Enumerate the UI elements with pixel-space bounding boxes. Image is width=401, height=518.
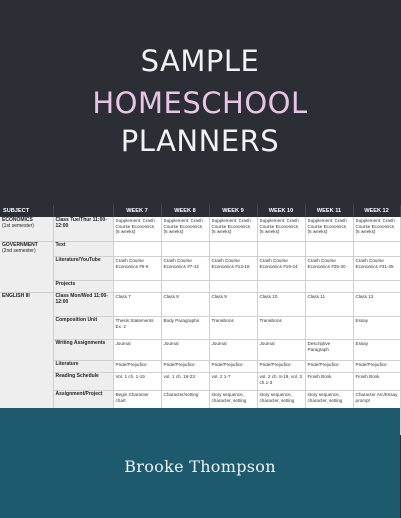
table-cell: Pride/Prejudice [161, 361, 209, 373]
table-cell: Pride/Prejudice [353, 361, 400, 373]
author-name: Brooke Thompson [124, 457, 276, 476]
table-cell [257, 242, 305, 257]
table-cell: Class 9 [209, 293, 257, 317]
table-row [0, 257, 400, 281]
table-cell [257, 281, 305, 293]
header-week-11: WEEK 11 [305, 205, 353, 217]
table-cell: Transitions [209, 317, 257, 340]
table-cell [161, 242, 209, 257]
header-subject: SUBJECT [0, 205, 53, 217]
table-cell: Pride/Prejudice [113, 361, 161, 373]
table-cell: Class 8 [161, 293, 209, 317]
table-cell: Character/setting [161, 391, 209, 411]
header-blank [53, 205, 113, 217]
header-week-8: WEEK 8 [161, 205, 209, 217]
header-week-9: WEEK 9 [209, 205, 257, 217]
table-row [0, 361, 400, 373]
table-cell: Crash Course Economics #25-30 [305, 257, 353, 281]
row-label: Reading Schedule [53, 373, 113, 391]
table-cell: Crash Course Economics #19-24 [257, 257, 305, 281]
table-cell: Essay [353, 317, 400, 340]
table-cell: Class 11 [305, 293, 353, 317]
header-week-10: WEEK 10 [257, 205, 305, 217]
row-label: Assignment/Project [53, 391, 113, 411]
table-cell: story sequence, character, setting [209, 391, 257, 411]
table-cell: Crash Course Economics #13-18 [209, 257, 257, 281]
title-line-1: SAMPLE [140, 44, 260, 78]
table-header-row [0, 205, 400, 217]
table-cell: Finish Book [305, 373, 353, 391]
planner-table [0, 205, 401, 435]
planner-sheet-preview [0, 205, 400, 408]
table-cell: Character Arc/Essay prompt [353, 391, 400, 411]
table-cell: Essay [353, 340, 400, 361]
table-row [0, 242, 400, 257]
table-cell: story sequence, character, setting [257, 391, 305, 411]
table-cell: Supplement: Crash Course Economics (6 weeks) [113, 217, 161, 242]
table-cell: Transitions [257, 317, 305, 340]
table-cell [209, 242, 257, 257]
table-cell: Class 12 [353, 293, 400, 317]
table-cell: Pride/Prejudice [257, 361, 305, 373]
table-cell: Supplement: Crash Course Economics (6 weeks) [257, 217, 305, 242]
table-cell: Thesis Statements Ex. 2 [113, 317, 161, 340]
table-row [0, 217, 400, 242]
row-label: Literature/YouTube [53, 257, 113, 281]
table-cell: Journal [161, 340, 209, 361]
table-cell [113, 281, 161, 293]
row-label: Class Mon/Wed 11:00-12:00 [53, 293, 113, 317]
table-cell: Supplement: Crash Course Economics (6 weeks) [161, 217, 209, 242]
table-cell: Class 7 [113, 293, 161, 317]
table-cell: Finish Book [353, 373, 400, 391]
cover-footer [0, 408, 400, 518]
table-cell: Pride/Prejudice [209, 361, 257, 373]
table-cell: vol. 2 1-7 [209, 373, 257, 391]
table-cell [353, 242, 400, 257]
title-line-3: PLANNERS [120, 124, 280, 158]
table-cell: Begin Character chart [113, 391, 161, 411]
table-cell: story sequence, character, setting [305, 391, 353, 411]
header-week-7: WEEK 7 [113, 205, 161, 217]
row-label: Literature [53, 361, 113, 373]
table-cell: vol. 1 ch. 16-23 [161, 373, 209, 391]
table-cell: Pride/Prejudice [305, 361, 353, 373]
table-cell: Supplement: Crash Course Economics (6 weeks) [209, 217, 257, 242]
table-cell [305, 317, 353, 340]
table-cell: Crash Course Economics #7-12 [161, 257, 209, 281]
table-row [0, 293, 400, 317]
table-cell: Journal [257, 340, 305, 361]
table-cell [209, 281, 257, 293]
table-cell [305, 281, 353, 293]
subject-economics: ECONOMICS (1st semester) [0, 217, 53, 242]
table-cell: Descriptive Paragraph [305, 340, 353, 361]
table-cell: Journal [113, 340, 161, 361]
row-label: Writing Assignments [53, 340, 113, 361]
table-cell [305, 242, 353, 257]
table-row [0, 373, 400, 391]
cover-header [0, 0, 400, 205]
table-cell: Body Paragraphs [161, 317, 209, 340]
row-label: Text [53, 242, 113, 257]
table-cell [353, 281, 400, 293]
table-cell: Crash Course Economics #5-6 [113, 257, 161, 281]
table-cell: Crash Course Economics #31-35 [353, 257, 400, 281]
table-cell: Supplement: Crash Course Economics (6 weeks) [353, 217, 400, 242]
subject-government: GOVERNMENT (2nd semester) [0, 242, 53, 293]
table-cell [113, 242, 161, 257]
subject-english: ENGLISH III [0, 293, 53, 435]
table-row [0, 281, 400, 293]
table-cell: Journal [209, 340, 257, 361]
row-label: Class Tue/Thur 11:00-12:00 [53, 217, 113, 242]
row-label: Composition Unit [53, 317, 113, 340]
row-label: Projects [53, 281, 113, 293]
table-cell: Supplement: Crash Course Economics (6 weeks) [305, 217, 353, 242]
table-cell: vol. 2 ch. 8-19, vol. 3 ch.1-3 [257, 373, 305, 391]
table-row [0, 317, 400, 340]
table-cell: Vol. 1 ch. 1-15 [113, 373, 161, 391]
table-row [0, 340, 400, 361]
header-week-12: WEEK 12 [353, 205, 400, 217]
table-cell [161, 281, 209, 293]
title-line-2: HOMESCHOOL [92, 86, 308, 120]
table-cell: Class 10 [257, 293, 305, 317]
